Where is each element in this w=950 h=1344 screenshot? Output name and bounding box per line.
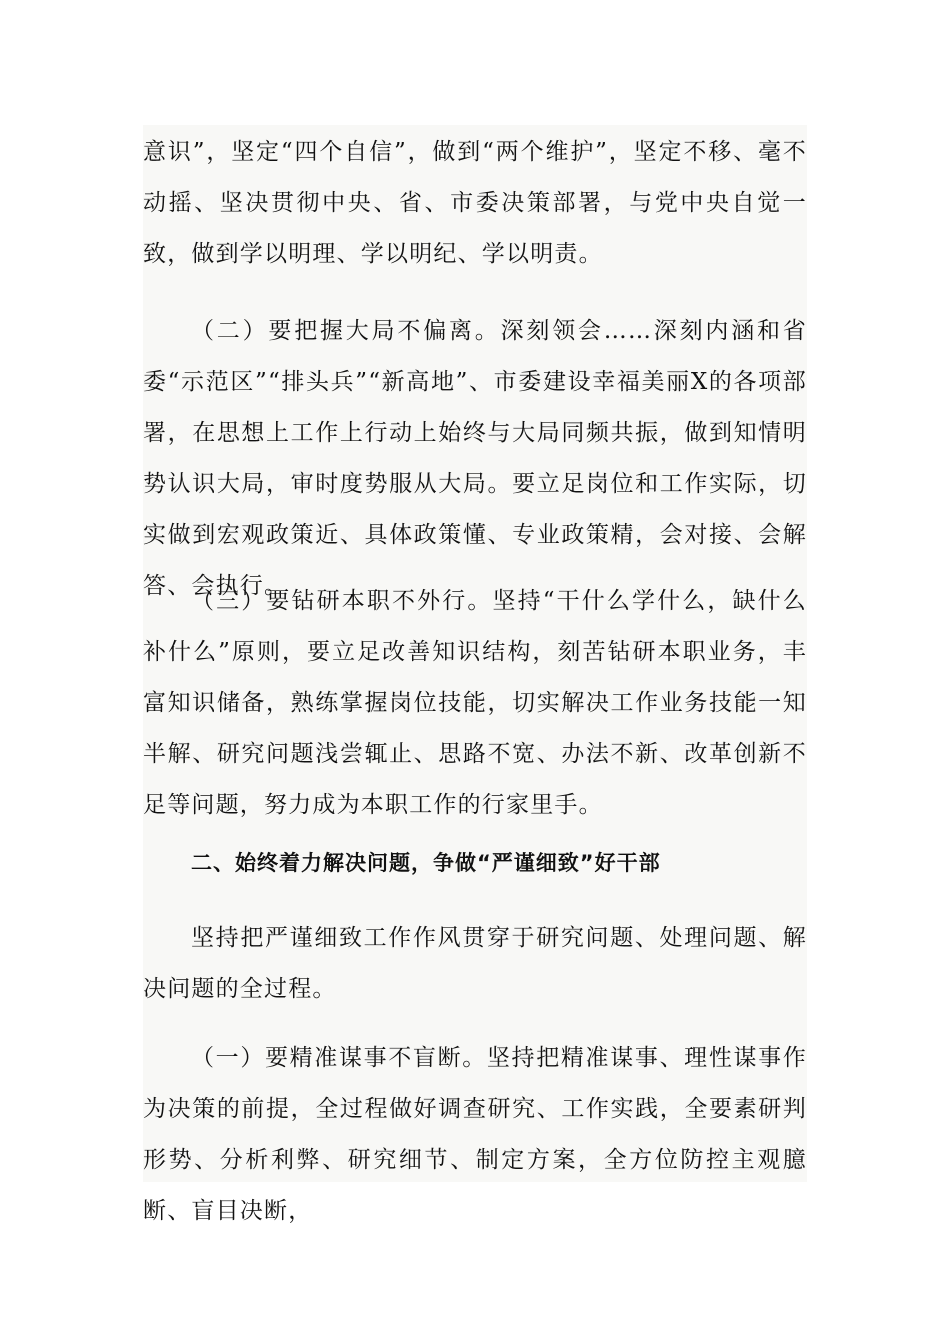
document-page (143, 125, 807, 1224)
section-heading-two: 二、始终着力解决问题，争做“严谨细致”好干部 (191, 851, 661, 875)
paragraph-study-own-duties: （三）要钻研本职不外行。坚持“干什么学什么，缺什么补什么”原则，要立足改善知识结构，刻苦钻研本职业务，丰富知识储备，熟练掌握岗位技能，切实解决工作业务技能一知半解、研究问题浅尝辄止、思路不宽、办法不新、改革创新不足等问题，努力成为本职工作的行家里手。 (143, 588, 807, 818)
paragraph-section-intro: 坚持把严谨细致工作作风贯穿于研究问题、处理问题、解决问题的全过程。 (143, 925, 807, 1002)
paragraph-continuation: 意识”，坚定“四个自信”，做到“两个维护”，坚定不移、毫不动摇、坚决贯彻中央、省、市委决策部署，与党中央自觉一致，做到学以明理、学以明纪、学以明责。 (143, 139, 807, 267)
paragraph-grasp-overall-situation: （二）要把握大局不偏离。深刻领会……深刻内涵和省委“示范区”“排头兵”“新高地”、市委建设幸福美丽X的各项部署，在思想上工作上行动上始终与大局同频共振，做到知情明势认识大局，审时度势服从大局。要立足岗位和工作实际，切实做到宏观政策近、具体政策懂、专业政策精，会对接、会解答、会执行。 (143, 318, 807, 599)
paragraph-precise-planning: （一）要精准谋事不盲断。坚持把精准谋事、理性谋事作为决策的前提，全过程做好调查研究、工作实践，全要素研判形势、分析利弊、研究细节、制定方案，全方位防控主观臆断、盲目决断， (143, 1045, 807, 1224)
